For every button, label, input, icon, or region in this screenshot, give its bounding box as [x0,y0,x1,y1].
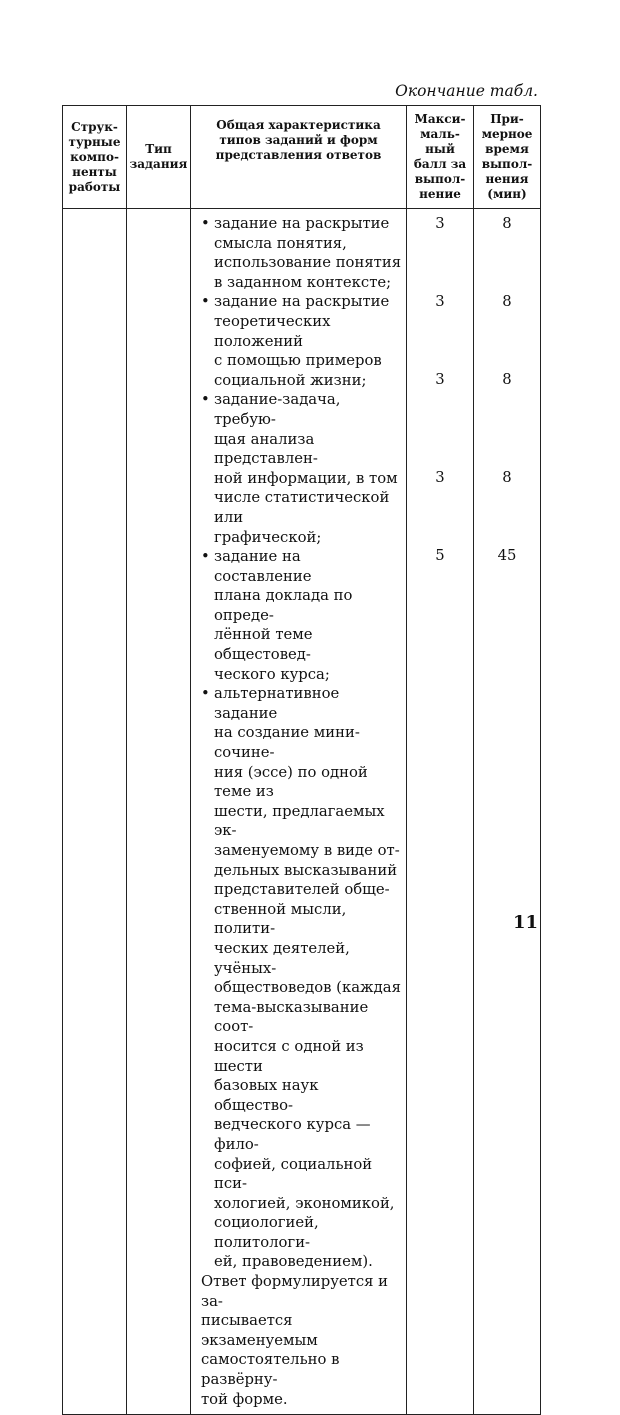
cell-structural-components [63,209,127,1415]
task-item-text: альтернативное задание на создание мини-сочине- ния (эссе) по одной теме из шести, предлагаемых эк- заменуемому в виде от- дельных высказываний представителей обще- ственной мысли, полити- ческих деятелей, учёных- обществоведов (каждая тема-высказывание соот- носится с одной из шести базовых наук общество- ведческого курса — фило- софией, социальной пси- хологией, экономикой, социологией, политологи- ей, правоведением). [214,685,401,1271]
score-value: 3 [435,469,445,486]
answer-note: Ответ формулируется и за- писывается экзаменуемым самостоятельно в развёрну- той форме. [201,1273,389,1408]
header-approx-time: При- мерное время выпол- нения (мин) [474,106,541,209]
task-item-text: задание-задача, требую- щая анализа представлен- ной информации, в том числе статистической или графической; [214,391,398,546]
task-item-text: задание на составление плана доклада по опреде- лённой теме общестовед- ческого курса; [214,548,353,683]
task-item [201,292,402,390]
page-number: 11 [512,912,538,933]
header-max-score: Макси- маль- ный балл за выпол- нение [407,106,474,209]
bullet-icon: • [201,685,210,703]
score-value: 5 [435,547,445,564]
time-value: 8 [502,469,512,486]
task-item [201,684,402,1272]
score-value: 3 [435,215,445,232]
time-value: 45 [497,547,517,564]
table-continuation-caption: Окончание табл. [395,82,538,100]
task-item [201,390,402,547]
task-item [201,214,402,292]
table-header-row [63,106,541,209]
bullet-icon: • [201,391,210,409]
task-item-text: задание на раскрытие теоретических положений с помощью примеров социальной жизни; [214,293,390,389]
bullet-icon: • [201,215,210,232]
bullet-icon: • [201,293,210,311]
header-task-type: Тип задания [127,106,191,209]
cell-approx-time [474,209,541,1415]
table-body-row [63,209,541,1415]
time-value: 8 [502,293,512,310]
score-value: 3 [435,293,445,310]
task-item [201,547,402,684]
cell-task-type [127,209,191,1415]
cell-max-score [407,209,474,1415]
cell-description [191,209,407,1415]
header-general-description: Общая характеристика типов заданий и форм представления ответов [191,106,407,209]
score-value: 3 [435,371,445,388]
time-value: 8 [502,371,512,388]
time-value: 8 [502,215,512,232]
task-item-text: задание на раскрытие смысла понятия, использование понятия в заданном контексте; [214,215,402,291]
header-structural-components: Струк- турные компо- ненты работы [63,106,127,209]
exam-structure-table [62,105,541,1415]
bullet-icon: • [201,548,210,566]
